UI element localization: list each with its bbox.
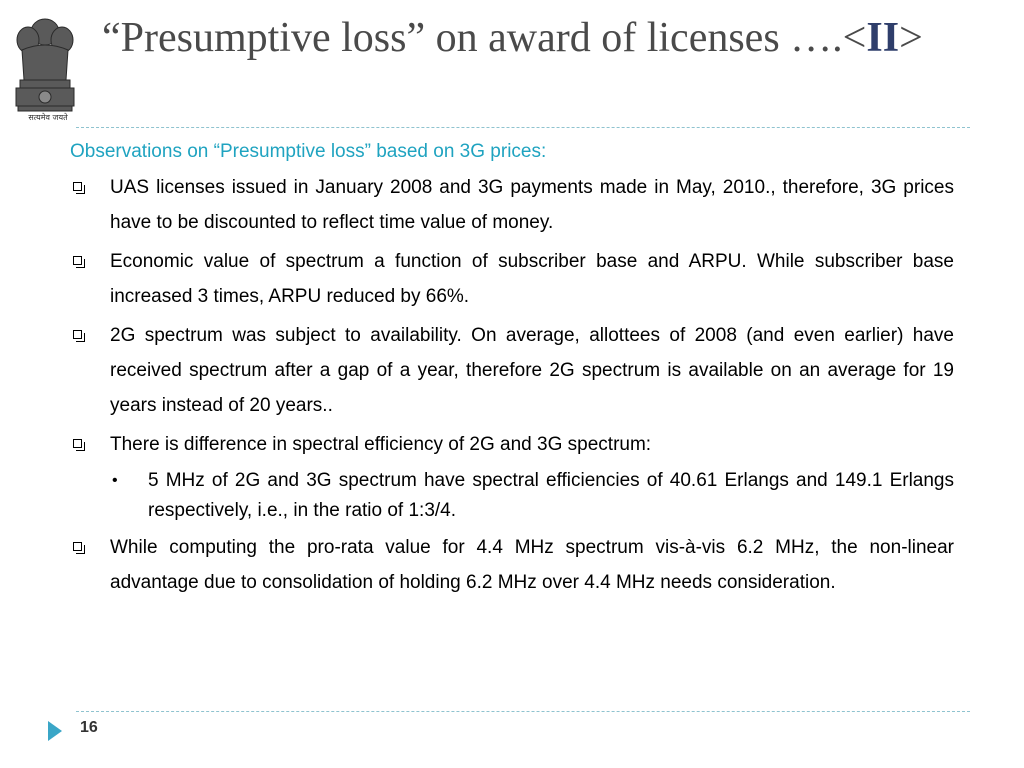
square-bullet-icon: [73, 439, 82, 448]
dot-bullet-icon: •: [112, 472, 118, 489]
title-main: “Presumptive loss” on award of licenses ….<: [102, 15, 867, 61]
page-number: 16: [80, 719, 98, 736]
title-emphasis: II: [866, 15, 900, 61]
square-bullet-icon: [73, 256, 82, 265]
footer-divider: [76, 711, 970, 712]
emblem-motto: सत्यमेव जयते: [28, 113, 68, 122]
national-emblem-logo: [12, 10, 78, 126]
bullet-item: [66, 244, 954, 314]
observations-subheading: Observations on “Presumptive loss” based on 3G prices:: [70, 141, 547, 162]
bullet-text: While computing the pro-rata value for 4.4 MHz spectrum vis-à-vis 6.2 MHz, the non-linear advantage due to consolidation of holding 6.2 MHz over 4.4 MHz needs consideration.: [110, 537, 954, 593]
square-bullet-icon: [73, 542, 82, 551]
bullet-item: [66, 318, 954, 423]
title-divider: [76, 127, 970, 128]
slide-body: [66, 138, 954, 604]
bullet-text: Economic value of spectrum a function of subscriber base and ARPU. While subscriber base increased 3 times, ARPU reduced by 66%.: [110, 251, 954, 307]
slide-title: [102, 10, 962, 66]
bullet-text: There is difference in spectral efficiency of 2G and 3G spectrum:: [110, 434, 652, 455]
title-suffix: >: [899, 15, 923, 61]
square-bullet-icon: [73, 330, 82, 339]
sub-bullet-text: 5 MHz of 2G and 3G spectrum have spectral efficiencies of 40.61 Erlangs and 149.1 Erlangs respectively, i.e., in the ratio of 1:3/4.: [148, 470, 954, 521]
bullet-item: [66, 530, 954, 600]
bullet-text: UAS licenses issued in January 2008 and 3G payments made in May, 2010., therefore, 3G prices have to be discounted to reflect time value of money.: [110, 177, 954, 233]
bullet-item: [66, 427, 954, 462]
bullet-text: 2G spectrum was subject to availability. On average, allottees of 2008 (and even earlier) have received spectrum after a gap of a year, therefore 2G spectrum is available on an average for 19 years instead of 20 years..: [110, 325, 954, 416]
bullet-item: [66, 170, 954, 240]
square-bullet-icon: [73, 182, 82, 191]
arrow-right-icon: [48, 721, 62, 741]
sub-bullet-item: [66, 466, 954, 526]
